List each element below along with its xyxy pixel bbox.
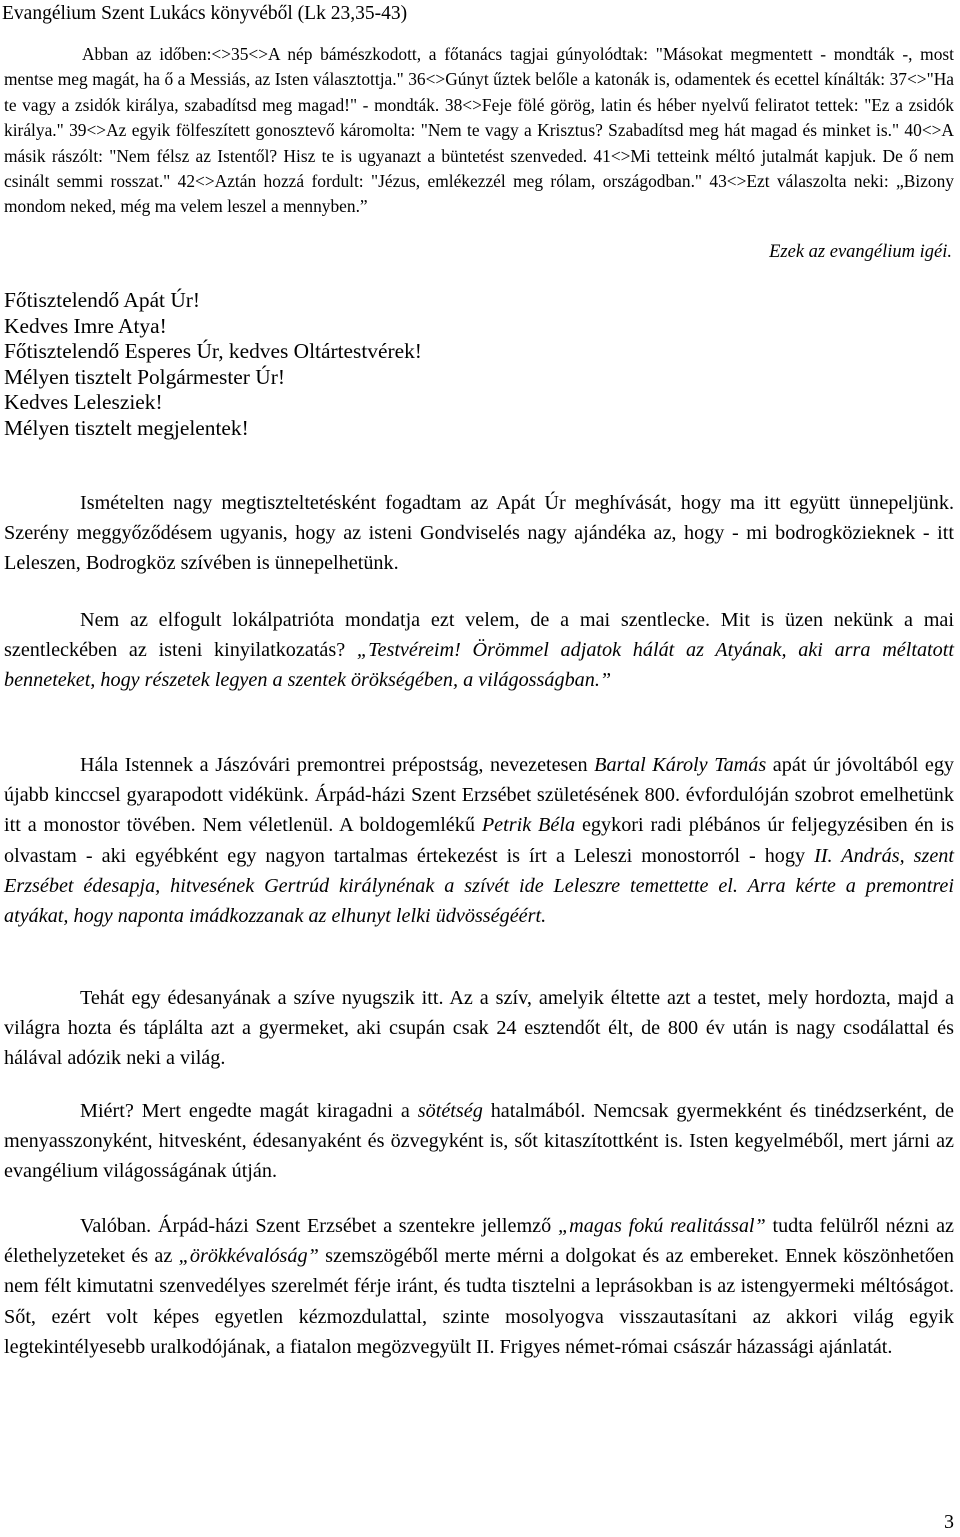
body-paragraph <box>4 750 954 931</box>
person-name: Bartal Károly Tamás <box>594 754 767 776</box>
paragraph-text: Nem az elfogult lokálpatrióta mondatja ezt velem, de a mai szentlecke. Mit is üzen nekünk a mai szentleckében az isteni kinyilatkozatás? <box>4 609 954 662</box>
paragraph-text: Miért? Mert engedte magát kiragadni a <box>80 1100 418 1122</box>
paragraph-text: hatalmából. Nemcsak gyermekként és tinédzserként, de menyasszonyként, hitvesként, édesanyaként és özvegyként is, sőt kitaszítottként is. Isten kegyelméből, mert járni az evangélium világosságának útján. <box>4 1100 954 1183</box>
page-header: Evangélium Szent Lukács könyvéből (Lk 23,35-43) <box>2 3 408 24</box>
greeting-line: Mélyen tisztelt Polgármester Úr! <box>4 364 285 389</box>
italic-passage: II. András, szent Erzsébet édesapja, hitvesének Gertrúd királynénak a szívét ide Leleszre temettette el. Arra kérte a premontrei atyákat, hogy naponta imádkozzanak az elhunyt lelki üdvösségéért. <box>4 844 955 928</box>
paragraph-text: szemszögéből merte mérni a dolgokat és az embereket. Ennek köszönhetően nem félt kimutatni szenvedélyes szerelmét férje iránt, és tudta tisztelni a leprásokban is az istengyermeki méltóságot. Sőt, ezért volt képes egyetlen kézmozdulattal, szinte mosolyogva visszautasítani az akkori világ egyik legtekintélyesebb uralkodójának, a fiatalon megözvegyült II. Frigyes német-római császár házassági ajánlatát. <box>4 1245 954 1358</box>
paragraph-text: Valóban. Árpád-házi Szent Erzsébet a szentekre jellemző <box>80 1215 558 1237</box>
italic-quote: „magas fokú realitással” <box>557 1215 766 1237</box>
person-name: Petrik Béla <box>481 814 576 837</box>
scripture-passage: Abban az időben:<>35<>A nép bámészkodott, a főtanács tagjai gúnyolódtak: "Másokat megmentett - mondták -, most mentse meg magát, ha ő a Messiás, az Isten választottja." 36<>Gúnyt űztek belőle a katonák is, odamentek és ecettel kínálták: 37<>"Ha te vagy a zsidók királya, szabadítsd meg magad!" - mondták. 38<>Feje fölé görög, latin és héber nyelvű feliratot tettek: "Ez a zsidók királya." 39<>Az egyik fölfeszített gonosztevő káromolta: "Nem te vagy a Krisztus? Szabadítsd meg hát magad és minket is." 40<>A másik rászólt: "Nem félsz az Istentől? Hisz te is ugyanazt a büntetést szenveded. 41<>Mi tetteink méltó jutalmát kapjuk. De ő nem csinált semmi rosszat." 42<>Aztán hozzá fordult: "Jézus, emlékezzél meg rólam, országodban." 43<>Ezt válaszolta neki: „Bizony mondom neked, még ma velem leszel a mennyben.” <box>4 44 954 217</box>
quoted-scripture: „Testvéreim! Örömmel adjatok hálát az Atyának, aki arra méltatott benneteket, hogy részetek legyen a szentek örökségében, a világosságban.” <box>4 639 954 692</box>
scripture-closing: Ezek az evangélium igéi. <box>769 242 952 262</box>
paragraph-text: tudta felülről nézni az élethelyzeteket és az <box>4 1215 954 1268</box>
body-paragraph: Ismételten nagy megtiszteltetésként fogadtam az Apát Úr meghívását, hogy ma itt együtt ünnepeljünk. Szerény meggyőződésem ugyanis, hogy az isteni Gondviselés nagy ajándéka az, hogy - mi bodrogközieknek - itt Leleszen, Bodrogköz szívében is ünnepelhetünk. <box>4 492 954 575</box>
paragraph-text: egykori radi plébános úr feljegyzésiben én is olvastam - aki egyébként egy nagyon tartalmas értekezést is írt a Leleszi monostorról - hogy <box>4 814 955 867</box>
greeting-line: Főtisztelendő Esperes Úr, kedves Oltártestvérek! <box>4 339 422 364</box>
page-number: 3 <box>944 1511 954 1533</box>
greetings-list <box>4 288 422 442</box>
greeting-line: Kedves Imre Atya! <box>4 313 167 338</box>
body-paragraph <box>4 1096 954 1187</box>
paragraph-text: apát úr jóvoltából egy újabb kinccsel gyarapodott vidékünk. Árpád-házi Szent Erzsébet születésének 800. évfordulóján szobrot emelhetünk itt a monostor tövében. Nem véletlenül. A boldogemlékű <box>4 754 955 837</box>
italic-word: sötétség <box>417 1100 483 1122</box>
body-paragraph: Tehát egy édesanyának a szíve nyugszik itt. Az a szív, amelyik éltette azt a testet, mely hordozta, majd a világra hozta és táplálta azt a gyermeket, aki csupán csak 24 esztendőt élt, de 800 év után is nagy csodálattal és hálával adózik neki a világ. <box>4 987 954 1070</box>
italic-quote: „örökkévalóság” <box>178 1245 319 1268</box>
paragraph-text: Hála Istennek a Jászóvári premontrei prépostság, nevezetesen <box>80 754 595 776</box>
greeting-line: Mélyen tisztelt megjelentek! <box>4 415 249 440</box>
greeting-line: Főtisztelendő Apát Úr! <box>4 288 201 312</box>
body-paragraph <box>4 605 954 696</box>
body-paragraph <box>4 1211 954 1362</box>
greeting-line: Kedves Lelesziek! <box>4 390 163 415</box>
